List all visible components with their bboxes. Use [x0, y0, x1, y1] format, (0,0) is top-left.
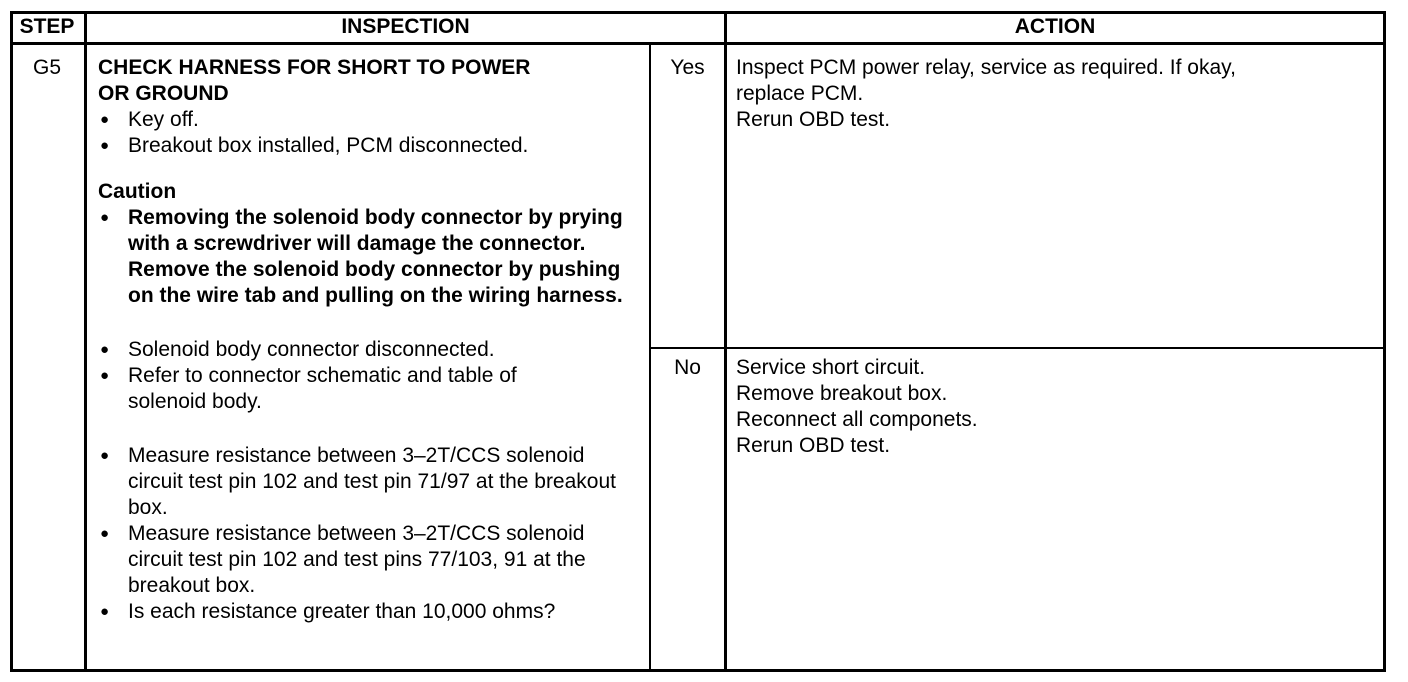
inspection-title-line1: CHECK HARNESS FOR SHORT TO POWER [98, 56, 531, 79]
table-border-right [1383, 11, 1386, 672]
answer-yes-label: Yes [670, 56, 705, 79]
header-divider [10, 42, 1386, 45]
list-item: ● Key off. [98, 107, 643, 133]
list-item: ● Breakout box installed, PCM disconnected. [98, 133, 643, 159]
list-item: ● Measure resistance between 3–2T/CCS solenoid circuit test pin 102 and test pin 71/97 at the breakout box. [98, 443, 628, 521]
bullets-a [98, 107, 643, 159]
list-item: ● Measure resistance between 3–2T/CCS solenoid circuit test pin 102 and test pins 77/103, 91 at the breakout box. [98, 521, 598, 599]
row-divider-yes-no [649, 347, 1386, 349]
inspection-title-line2: OR GROUND [98, 82, 229, 105]
table-border-top [10, 11, 1386, 14]
action-line: Reconnect all componets. [736, 408, 978, 431]
table-border-left [10, 11, 13, 672]
action-line: Service short circuit. [736, 356, 926, 379]
bullets-b [98, 337, 643, 415]
step-id: G5 [32, 56, 61, 79]
caution-label: Caution [98, 180, 177, 203]
bullets-c [98, 443, 643, 625]
yes-actions [736, 55, 1376, 133]
action-line: replace PCM. [736, 82, 864, 105]
action-line: Remove breakout box. [736, 382, 948, 405]
no-actions [736, 355, 1376, 459]
table-border-bottom [10, 669, 1386, 672]
action-line: Inspect PCM power relay, service as required. If okay, [736, 56, 1236, 79]
list-item: ● Solenoid body connector disconnected. [98, 337, 643, 363]
answer-no-label: No [674, 356, 701, 379]
inspection-table [10, 11, 1386, 672]
col-divider-step [84, 11, 87, 672]
header-step: STEP [19, 15, 75, 38]
caution-text: ● Removing the solenoid body connector by prying with a screwdriver will damage the connector. Remove the solenoid body connector by pushing on the wire tab and pulling on the wiring harness. [98, 205, 643, 309]
action-line: Rerun OBD test. [736, 434, 891, 457]
header-action: ACTION [1014, 15, 1096, 38]
header-inspection: INSPECTION [341, 15, 470, 38]
col-divider-action [724, 11, 727, 672]
action-line: Rerun OBD test. [736, 108, 891, 131]
list-item: ● Is each resistance greater than 10,000 ohms? [98, 599, 643, 625]
inspection-cell [98, 55, 643, 625]
caution-list [98, 205, 643, 309]
list-item: ● Refer to connector schematic and table of solenoid body. [98, 363, 598, 415]
